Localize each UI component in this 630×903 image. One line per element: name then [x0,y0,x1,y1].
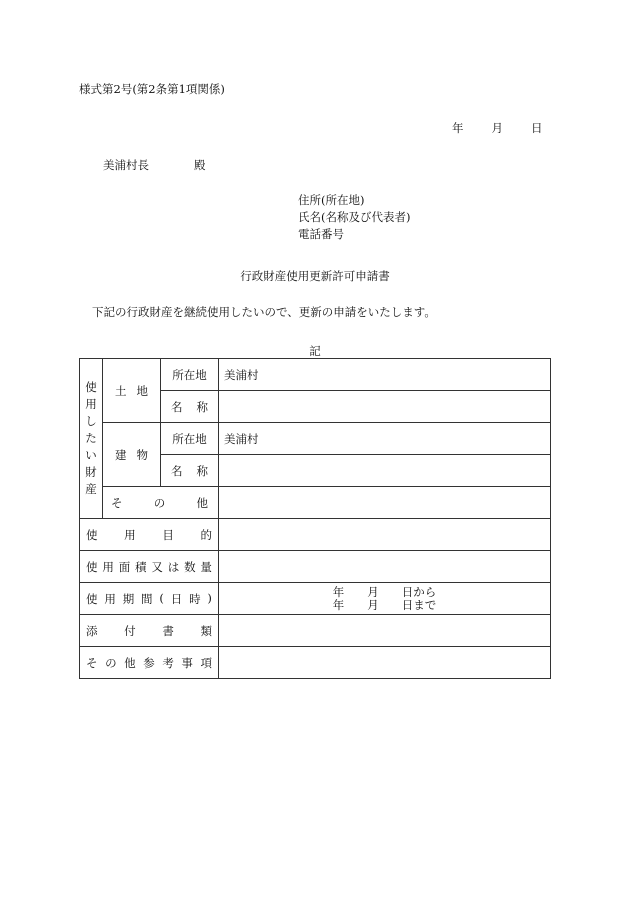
address-label: 住所(所在地) [298,193,365,207]
date-day: 日 [531,121,543,135]
property-group-label: 使 用 し た い 財 産 [80,359,103,519]
document-title: 行政財産使用更新許可申請書 [240,269,390,283]
building-label: 建 物 [103,423,161,487]
notes-field[interactable] [219,647,551,679]
form-number: 様式第2号(第2条第1項関係) [79,82,225,96]
period-label: 使 用 期 間 ( 日 時 ) [80,583,219,615]
building-name-field[interactable] [219,455,551,487]
addressee-honorific: 殿 [194,158,206,172]
area-field[interactable] [219,551,551,583]
land-location-label: 所在地 [161,359,219,391]
applicant-block [298,192,410,243]
attachments-label: 添 付 書 類 [80,615,219,647]
date-year: 年 [452,121,464,135]
building-location-label: 所在地 [161,423,219,455]
building-name-label: 名 称 [161,455,219,487]
period-field[interactable] [219,583,551,615]
other-label: そ の 他 [103,487,219,519]
land-location-field[interactable]: 美浦村 [219,359,551,391]
ki-label: 記 [309,344,321,358]
area-label: 使 用 面 積 又 は 数 量 [80,551,219,583]
addressee [103,157,206,173]
purpose-field[interactable] [219,519,551,551]
purpose-label: 使 用 目 的 [80,519,219,551]
attachments-field[interactable] [219,615,551,647]
land-name-field[interactable] [219,391,551,423]
building-location-field[interactable]: 美浦村 [219,423,551,455]
land-name-label: 名 称 [161,391,219,423]
other-field[interactable] [219,487,551,519]
name-label: 氏名(名称及び代表者) [298,210,411,224]
notes-label: そ の 他 参 考 事 項 [80,647,219,679]
period-to: 年 月 日まで [332,597,437,612]
date-line [452,120,543,136]
date-month: 月 [491,121,503,135]
application-table [79,358,551,679]
intro-text: 下記の行政財産を継続使用したいので、更新の申請をいたします。 [92,305,436,319]
period-from: 年 月 日から [332,584,437,599]
addressee-name: 美浦村長 [103,158,149,172]
phone-label: 電話番号 [298,227,344,241]
land-label: 土 地 [103,359,161,423]
